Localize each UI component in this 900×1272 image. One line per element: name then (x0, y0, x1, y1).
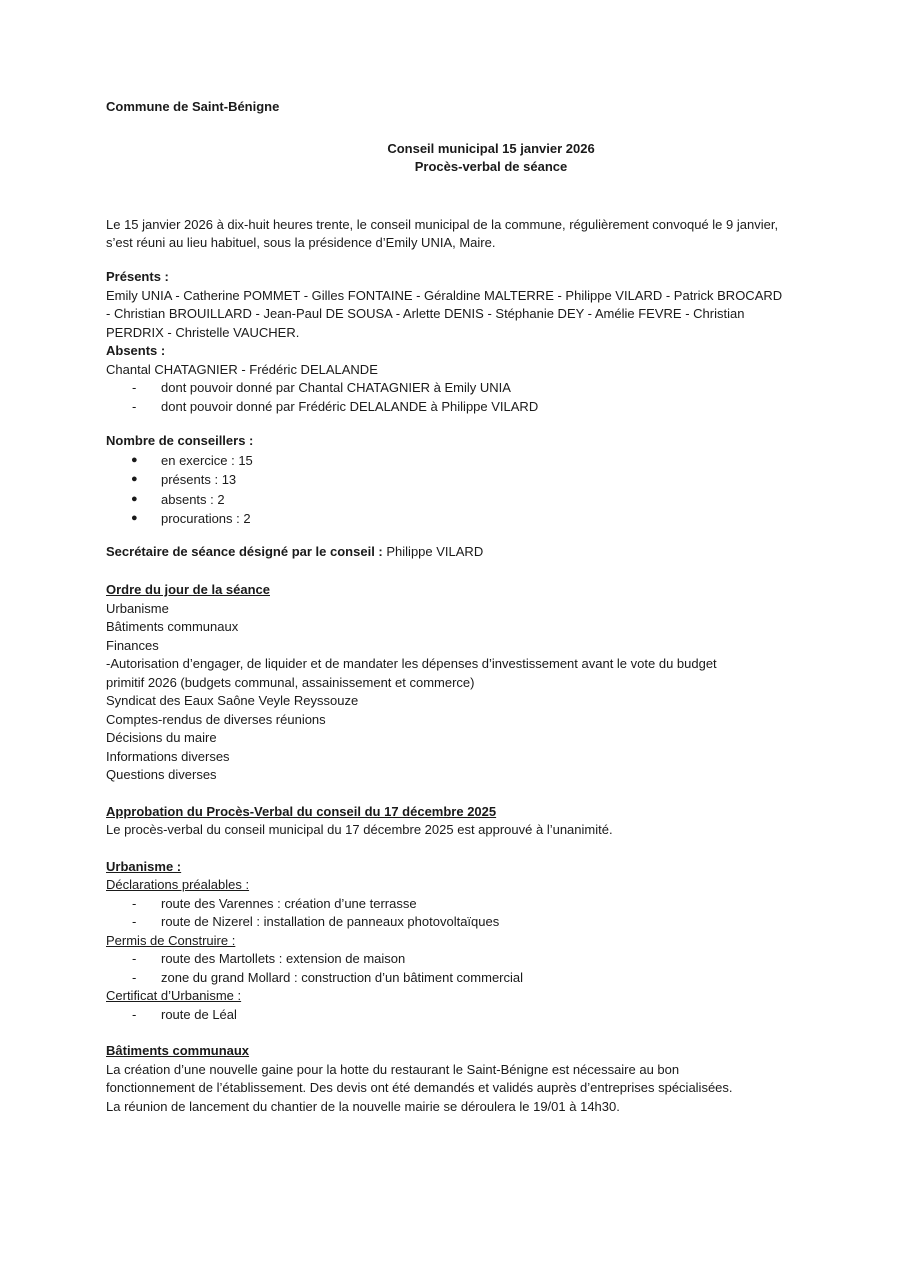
approval-text: Le procès-verbal du conseil municipal du 17 décembre 2025 est approuvé à l’unanimité. (106, 822, 613, 837)
secretary-line (106, 543, 806, 562)
list-item: ● présents : 13 (106, 470, 806, 490)
agenda-item: Décisions du maire (106, 730, 217, 745)
dash-marker: - (132, 951, 137, 966)
meeting-subtitle: Procès-verbal de séance (414, 159, 568, 174)
dash-marker: - (132, 1006, 137, 1022)
agenda-item: Informations diverses (106, 748, 230, 764)
batiments-section (106, 1042, 806, 1116)
agenda-item: Questions diverses (106, 767, 217, 782)
urbanisme-heading: Urbanisme : (106, 858, 182, 874)
agenda-heading: Ordre du jour de la séance (106, 582, 270, 597)
bullet-marker: ● (131, 453, 138, 466)
counts-label: Nombre de conseillers : (106, 433, 254, 448)
list-item: - route des Varennes : création d’une terrasse (106, 895, 806, 914)
list-item: ● en exercice : 15 (106, 451, 806, 471)
title-block (176, 140, 806, 176)
bullet-marker: ● (131, 512, 138, 524)
present-label: Présents : (106, 269, 169, 284)
urbanisme-group-label: Permis de Construire : (106, 932, 236, 948)
batiments-line: fonctionnement de l’établissement. Des devis ont été demandés et validés auprès d’entreprises spécialisées. (106, 1080, 733, 1095)
document-page (106, 98, 806, 1116)
absent-names: Chantal CHATAGNIER - Frédéric DELALANDE (106, 361, 378, 377)
secretary-label: Secrétaire de séance désigné par le conseil : (106, 543, 383, 559)
counts-section (106, 432, 806, 529)
urbanisme-list (106, 950, 806, 987)
dash-marker: - (132, 398, 137, 414)
batiments-line: La réunion de lancement du chantier de la nouvelle mairie se déroulera le 19/01 à 14h30. (106, 1098, 620, 1114)
dash-marker: - (132, 969, 137, 985)
agenda-item: Bâtiments communaux (106, 619, 239, 634)
agenda-item: Comptes-rendus de diverses réunions (106, 711, 326, 727)
agenda-item: primitif 2026 (budgets communal, assainissement et commerce) (106, 674, 475, 690)
approval-heading: Approbation du Procès-Verbal du conseil du 17 décembre 2025 (106, 803, 497, 819)
list-item: - route de Nizerel : installation de panneaux photovoltaïques (106, 913, 806, 932)
agenda-section (106, 581, 806, 785)
batiments-line: La création d’une nouvelle gaine pour la hotte du restaurant le Saint-Bénigne est nécessaire au bon (106, 1061, 680, 1077)
dash-marker: - (132, 380, 137, 395)
urbanisme-group-label: Déclarations préalables : (106, 877, 250, 892)
present-line: - Christian BROUILLARD - Jean-Paul DE SOUSA - Arlette DENIS - Stéphanie DEY - Amélie FEVRE - Christian (106, 306, 745, 321)
urbanisme-list (106, 895, 806, 932)
dash-marker: - (132, 895, 137, 911)
approval-section (106, 803, 806, 840)
list-item: - zone du grand Mollard : construction d’un bâtiment commercial (106, 969, 806, 988)
present-line: PERDRIX - Christelle VAUCHER. (106, 324, 300, 340)
bullet-marker: ● (131, 492, 138, 505)
meeting-title: Conseil municipal 15 janvier 2026 (387, 141, 595, 156)
agenda-item: Syndicat des Eaux Saône Veyle Reyssouze (106, 693, 359, 708)
commune-name: Commune de Saint-Bénigne (106, 99, 280, 114)
intro-paragraph: Le 15 janvier 2026 à dix-huit heures trente, le conseil municipal de la commune, régulièrement convoqué le 9 janvier, s’est réuni au lieu habituel, sous la présidence d’Emily UNIA, Maire. (106, 217, 779, 250)
secretary-name: Philippe VILARD (386, 543, 484, 559)
urbanisme-group-label: Certificat d’Urbanisme : (106, 988, 242, 1003)
agenda-item: Finances (106, 637, 159, 653)
urbanisme-list (106, 1006, 806, 1025)
list-item: - dont pouvoir donné par Frédéric DELALANDE à Philippe VILARD (106, 398, 806, 417)
urbanisme-section (106, 858, 806, 1025)
list-item: - dont pouvoir donné par Chantal CHATAGNIER à Emily UNIA (106, 379, 806, 398)
list-item: ● absents : 2 (106, 490, 806, 510)
absent-label: Absents : (106, 343, 166, 358)
attendance-section (106, 268, 806, 416)
list-item: ● procurations : 2 (106, 509, 806, 529)
present-line: Emily UNIA - Catherine POMMET - Gilles FONTAINE - Géraldine MALTERRE - Philippe VILARD - Patrick BROCARD (106, 287, 783, 303)
dash-marker: - (132, 914, 137, 929)
bullet-marker: ● (131, 473, 138, 485)
counts-list (106, 451, 806, 529)
list-item: - route de Léal (106, 1006, 806, 1025)
list-item: - route des Martollets : extension de maison (106, 950, 806, 969)
batiments-heading: Bâtiments communaux (106, 1043, 250, 1058)
agenda-item: Urbanisme (106, 600, 169, 616)
agenda-item: -Autorisation d’engager, de liquider et de mandater les dépenses d’investissement avant le vote du budget (106, 656, 717, 671)
proxy-list (106, 379, 806, 416)
